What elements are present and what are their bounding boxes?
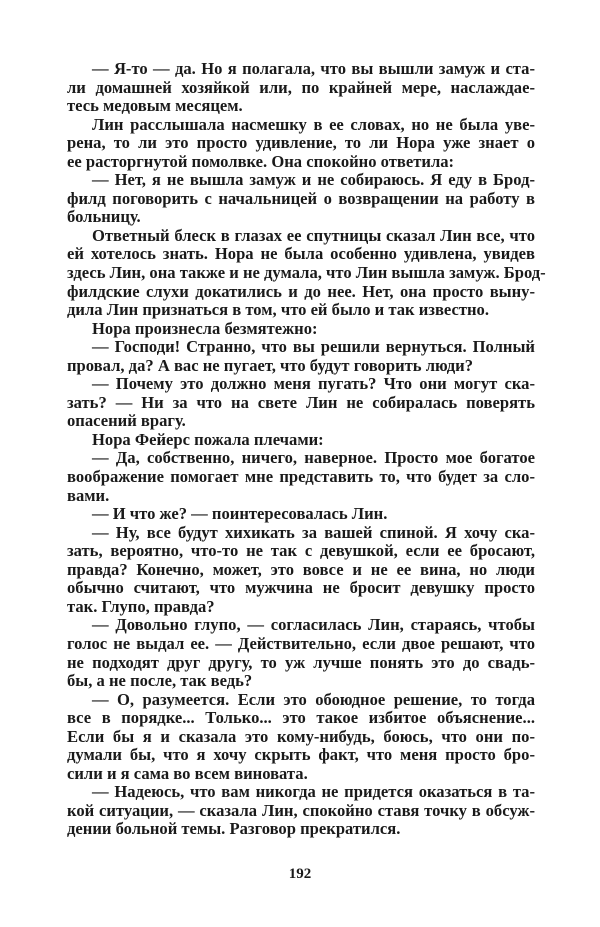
text-line: зать? — Ни за что на свете Лин не собиралась поверять (67, 392, 535, 412)
text-line: все в порядке... Только... это такое избитое объяснение... (67, 708, 535, 728)
text-line: так. Глупо, правда? (67, 596, 215, 616)
text-line: рена, то ли это просто удивление, то ли Нора уже знает о (67, 133, 535, 153)
text-line: Нора Фейерс пожала плечами: (92, 429, 324, 449)
text-line: — Почему это должно меня пугать? Что они могут ска- (92, 374, 535, 394)
text-line: тесь медовым месяцем. (67, 96, 243, 116)
text-line: — И что же? — поинтересовалась Лин. (92, 504, 388, 524)
text-line: филд поговорить с начальницей о возвращении на работу в (67, 188, 535, 208)
text-line: вами. (67, 485, 110, 505)
text-line: больницу. (67, 207, 141, 227)
text-line: воображение помогает мне представить то, что будет за сло- (67, 467, 535, 487)
text-line: опасений врагу. (67, 411, 186, 431)
book-page-text (67, 59, 546, 839)
text-line: — Я-то — да. Но я полагала, что вы вышли замуж и ста- (92, 59, 535, 78)
text-line: филдские слухи докатились и до нее. Нет, она просто выну- (67, 281, 535, 301)
text-line: ли домашней хозяйкой или, по крайней мере, наслаждае- (67, 77, 535, 97)
text-line: ей хотелось знать. Нора не была особенно удивлена, увидев (67, 244, 535, 264)
text-line: дении больной темы. Разговор прекратился. (67, 819, 401, 839)
text-line: — О, разумеется. Если это обоюдное решение, то тогда (92, 689, 535, 709)
text-line: — Ну, все будут хихикать за вашей спиной. Я хочу ска- (92, 522, 535, 542)
text-line: Ответный блеск в глазах ее спутницы сказал Лин все, что (92, 225, 535, 245)
text-line: — Да, собственно, ничего, наверное. Просто мое богатое (92, 448, 535, 468)
text-line: не подходят друг другу, то уж лучше понять это до свадь- (67, 652, 535, 672)
text-line: Лин расслышала насмешку в ее словах, но не была уве- (92, 114, 535, 134)
text-line: обычно считают, что мужчина не бросит девушку просто (67, 578, 535, 598)
text-line: — Господи! Странно, что вы решили вернуться. Полный (92, 337, 535, 357)
text-line: здесь Лин, она также и не думала, что Лин вышла замуж. Брод- (67, 263, 546, 283)
text-line: голос не выдал ее. — Действительно, если двое решают, что (67, 633, 535, 653)
text-line: зать, вероятно, что-то не так с девушкой, если ее бросают, (67, 541, 535, 561)
text-line: дила Лин признаться в том, что ей было и так известно. (67, 300, 489, 320)
text-line: Нора произнесла безмятежно: (92, 318, 318, 338)
text-line: — Довольно глупо, — согласилась Лин, стараясь, чтобы (92, 615, 535, 635)
text-line: ее расторгнутой помолвке. Она спокойно ответила: (67, 151, 455, 171)
text-line: думали бы, что я хочу скрыть факт, что меня просто бро- (67, 745, 535, 765)
text-line: провал, да? А вас не пугает, что будут говорить люди? (67, 355, 474, 375)
text-line: — Нет, я не вышла замуж и не собираюсь. Я еду в Брод- (92, 170, 535, 190)
text-line: правда? Конечно, может, это вовсе и не ее вина, но люди (67, 559, 535, 579)
text-line: кой ситуации, — сказала Лин, спокойно ставя точку в обсуж- (67, 800, 535, 820)
page-number: 192 (288, 866, 312, 882)
text-line: бы, а не после, так ведь? (67, 671, 253, 691)
text-line: Если бы я и сказала это кому-нибудь, боюсь, что они по- (67, 726, 535, 746)
text-line: сили и я сама во всем виновата. (67, 763, 308, 783)
text-line: — Надеюсь, что вам никогда не придется оказаться в та- (92, 782, 535, 802)
